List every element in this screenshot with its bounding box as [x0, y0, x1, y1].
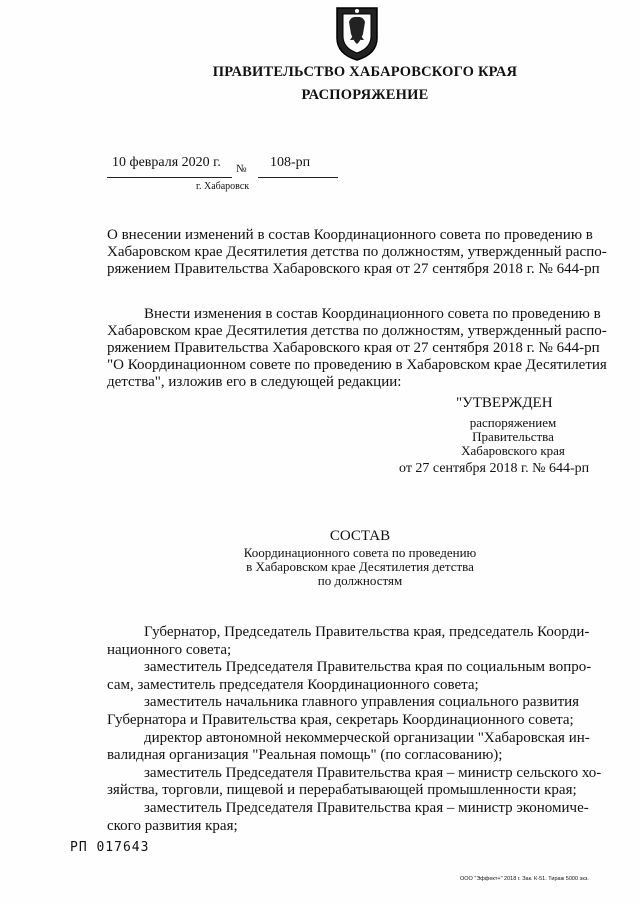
document-type: РАСПОРЯЖЕНИЕ	[301, 87, 429, 103]
document-date: 10 февраля 2020 г.	[112, 155, 221, 170]
body-line: Внести изменения в состав Координационного совета по проведению в	[144, 306, 601, 322]
member-line: заместитель Председателя Правительства края по социальным вопро-	[144, 659, 592, 676]
member-line: Губернатор, Председатель Правительства края, председатель Коорди-	[144, 624, 590, 640]
government-title: ПРАВИТЕЛЬСТВО ХАБАРОВСКОГО КРАЯ	[212, 64, 518, 80]
number-label: №	[236, 163, 247, 175]
members-list	[107, 624, 603, 835]
member-line: заместитель Председателя Правительства края – министр экономиче-	[144, 799, 589, 816]
document-number: 108-рп	[270, 155, 311, 170]
composition-title: СОСТАВ	[329, 528, 391, 544]
printer-imprint: ООО "Эффект+" 2018 г. Зак. К-51. Тираж 5000 экз.	[460, 876, 589, 882]
composition-subtitle-line: Координационного совета по проведению	[243, 545, 477, 560]
approval-line: Правительства	[472, 429, 554, 444]
member-line: директор автономной некоммерческой организации "Хабаровская ин-	[144, 729, 590, 746]
composition-subtitle-line: по должностям	[317, 573, 403, 588]
member-line: ского развития края;	[107, 817, 238, 834]
subject-line: ряжением Правительства Хабаровского края от 27 сентября 2018 г. № 644-рп	[107, 261, 600, 277]
member-line: сам, заместитель председателя Координационного совета;	[107, 676, 479, 693]
composition-subtitle-line: в Хабаровском крае Десятилетия детства	[246, 559, 474, 574]
date-underline	[107, 177, 232, 178]
member-line: зяйства, торговли, пищевой и перерабатывающей промышленности края;	[107, 782, 577, 799]
body-line: детства", изложив его в следующей редакции:	[107, 374, 402, 390]
body-block	[107, 306, 607, 391]
coat-of-arms-emblem	[333, 4, 381, 62]
approval-line: Хабаровского края	[461, 443, 565, 458]
member-line: заместитель начальника главного управления социального развития	[144, 694, 580, 711]
subject-line: Хабаровском крае Десятилетия детства по должностям, утвержденный распо-	[107, 244, 607, 260]
number-underline	[258, 177, 338, 178]
member-line: Губернатора и Правительства края, секретарь Координационного совета;	[107, 711, 574, 728]
subject-block	[107, 227, 607, 278]
member-line: валидная организация "Реальная помощь" (по согласованию);	[107, 747, 503, 764]
member-line: национного совета;	[107, 641, 232, 658]
body-line: Хабаровском крае Десятилетия детства по должностям, утвержденный распо-	[107, 323, 607, 339]
form-serial-stamp: РП 017643	[70, 840, 150, 855]
approval-date: от 27 сентября 2018 г. № 644-рп	[399, 461, 590, 476]
approval-block	[458, 416, 568, 458]
composition-subtitle	[0, 546, 640, 588]
body-line: ряжением Правительства Хабаровского края от 27 сентября 2018 г. № 644-рп	[107, 340, 600, 356]
city: г. Хабаровск	[196, 181, 250, 192]
subject-line: О внесении изменений в состав Координационного совета по проведению в	[107, 227, 593, 243]
body-line: "О Координационном совете по проведению в Хабаровском крае Десятилетия	[107, 357, 607, 373]
approval-line: распоряжением	[469, 415, 557, 430]
approval-title: "УТВЕРЖДЕН	[456, 395, 553, 411]
member-line: заместитель Председателя Правительства края – министр сельского хо-	[144, 764, 602, 781]
